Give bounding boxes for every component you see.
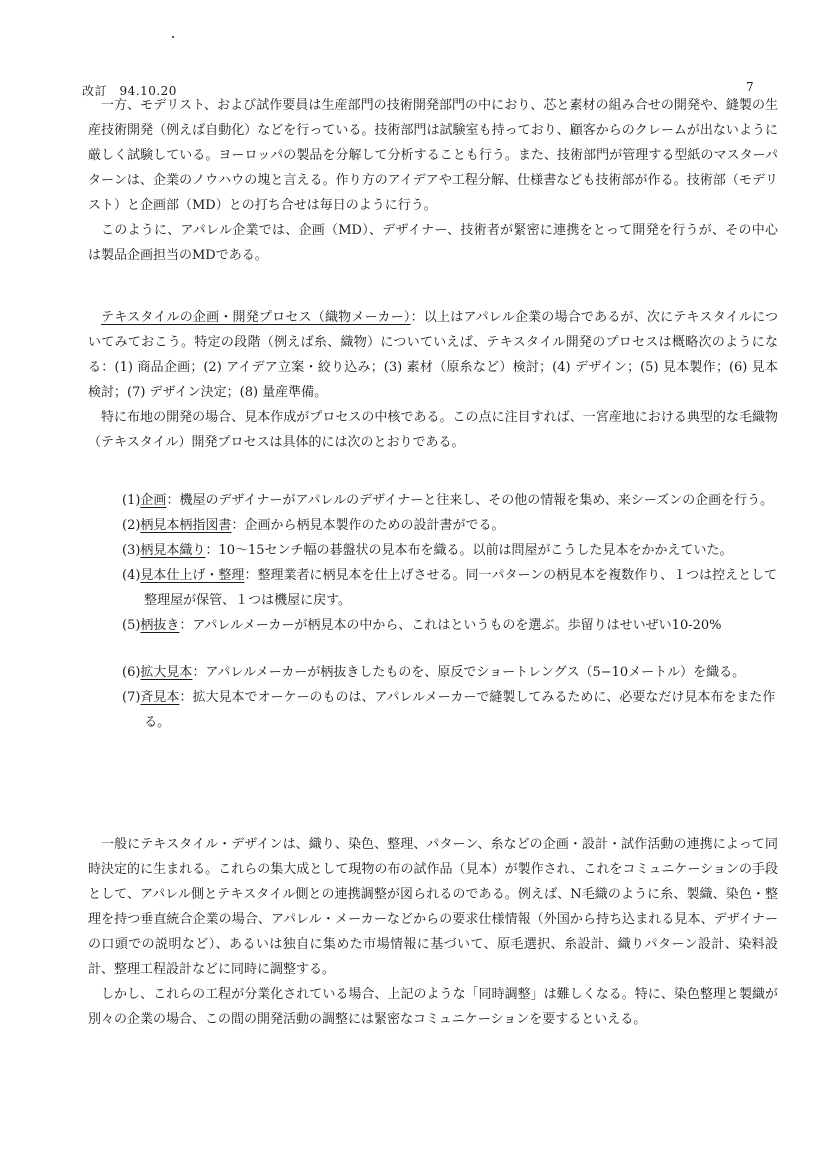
step-number: (7) xyxy=(122,690,141,705)
step-text: ：アパレルメーカーが柄抜きしたものを、原反でショートレングス（5−10メートル）を織る。 xyxy=(192,665,746,680)
step-text: ：アパレルメーカーが柄見本の中から、これはというものを選ぶ。歩留りはせいぜい10-20% xyxy=(179,618,722,633)
paragraph-1: 一方、モデリスト、および試作要員は生産部門の技術開発部門の中におり、芯と素材の組み合せの開発や、縫製の生産技術開発（例えば自動化）などを行っている。技術部門は試験室も持っており、顧客からのクレームが出ないように厳しく試験している。ヨーロッパの製品を分解して分析することも行う。また、技術部門が管理する型紙のマスターパターンは、企業のノウハウの塊と言える。作り方のアイデアや工程分解、仕様書なども技術部が作る。技術部（モデリスト）と企画部（MD）との打ち合せは毎日のように行う。 xyxy=(88,98,778,213)
process-step xyxy=(122,563,782,613)
step-label: 見本仕上げ・整理 xyxy=(140,568,245,583)
step-text: ：10～15センチ幅の碁盤状の見本布を織る。以前は問屋がこうした見本をかかえていた。 xyxy=(205,543,733,558)
step-label: 企画 xyxy=(140,493,167,508)
list-gap xyxy=(122,638,782,660)
step-number: (5) xyxy=(122,618,141,633)
step-text: ：拡大見本でオーケーのものは、アパレルメーカーで縫製してみるために、必要なだけ見本布をまた作る。 xyxy=(144,690,776,730)
step-text: ：機屋のデザイナーがアパレルのデザイナーと往来し、その他の情報を集め、来シーズンの企画を行う。 xyxy=(166,493,774,508)
process-step xyxy=(122,538,782,563)
step-number: (6) xyxy=(122,665,141,680)
paragraph-4: 一般にテキスタイル・デザインは、織り、染色、整理、パターン、糸などの企画・設計・試作活動の連携によって同時決定的に生まれる。これらの集大成として現物の布の試作品（見本）が製作され、これをコミュニケーションの手段として、アパレル側とテキスタイル側との連携調整が図られるのである。例えば、N毛織のように糸、製織、染色・整理を持つ垂直統合企業の場合、アパレル・メーカーなどからの要求仕様情報（外国から持ち込まれる見本、デザイナーの口頭での説明など）、あるいは独自に集めた市場情報に基づいて、原毛選択、糸設計、織りパターン設計、染料設計、整理工程設計などに同時に調整する。 xyxy=(88,837,778,977)
step-label: 拡大見本 xyxy=(140,665,193,680)
process-step xyxy=(122,613,782,638)
paragraph-2: このように、アパレル企業では、企画（MD）、デザイナー、技術者が緊密に連携をとって開発を行うが、その中心は製品企画担当のMDである。 xyxy=(88,223,778,263)
step-number: (2) xyxy=(122,518,141,533)
step-label: 柄見本織り xyxy=(140,543,206,558)
paragraph-3: 特に布地の開発の場合、見本作成がプロセスの中核である。この点に注目すれば、一宮産地における典型的な毛織物（テキスタイル）開発プロセスは具体的には次のとおりである。 xyxy=(88,410,778,450)
page-number: 7 xyxy=(746,80,754,94)
section-text: ：以上はアパレル企業の場合であるが、次にテキスタイルについてみておこう。特定の段階（例えば糸、織物）についていえば、テキスタイル開発のプロセスは概略次のようになる：(1) 商品企画；(2) アイデア立案・絞り込み；(3) 素材（原糸など）検討；(4) デザイン；(5) 見本製作；(6) 見本検討；(7) デザイン決定；(8) 量産準備。 xyxy=(88,310,778,400)
step-number: (1) xyxy=(122,493,141,508)
body-bottom xyxy=(88,832,778,1032)
process-step-list xyxy=(122,488,782,735)
body-middle xyxy=(88,305,778,455)
process-step xyxy=(122,488,782,513)
step-number: (3) xyxy=(122,543,141,558)
step-text: ：企画から柄見本製作のための設計書がでる。 xyxy=(231,518,505,533)
step-number: (4) xyxy=(122,568,141,583)
process-step xyxy=(122,513,782,538)
section-paragraph xyxy=(88,305,778,405)
step-label: 斉見本 xyxy=(140,690,180,705)
section-heading: テキスタイルの企画・開発プロセス（織物メーカー） xyxy=(101,310,411,325)
revision-date: 改訂 94.10.20 xyxy=(82,84,177,98)
scan-speck xyxy=(172,36,174,38)
step-text: ：整理業者に柄見本を仕上げさせる。同一パターンの柄見本を複数作り、１つは控えとして整理屋が保管、１つは機屋に戻す。 xyxy=(144,568,778,608)
step-label: 柄抜き xyxy=(140,618,180,633)
step-label: 柄見本柄指図書 xyxy=(140,518,232,533)
paragraph-5: しかし、これらの工程が分業化されている場合、上記のような「同時調整」は難しくなる。特に、染色整理と製織が別々の企業の場合、この間の開発活動の調整には緊密なコミュニケーションを要するといえる。 xyxy=(88,987,778,1027)
process-step xyxy=(122,660,782,685)
process-step xyxy=(122,685,782,735)
body-top xyxy=(88,93,778,268)
